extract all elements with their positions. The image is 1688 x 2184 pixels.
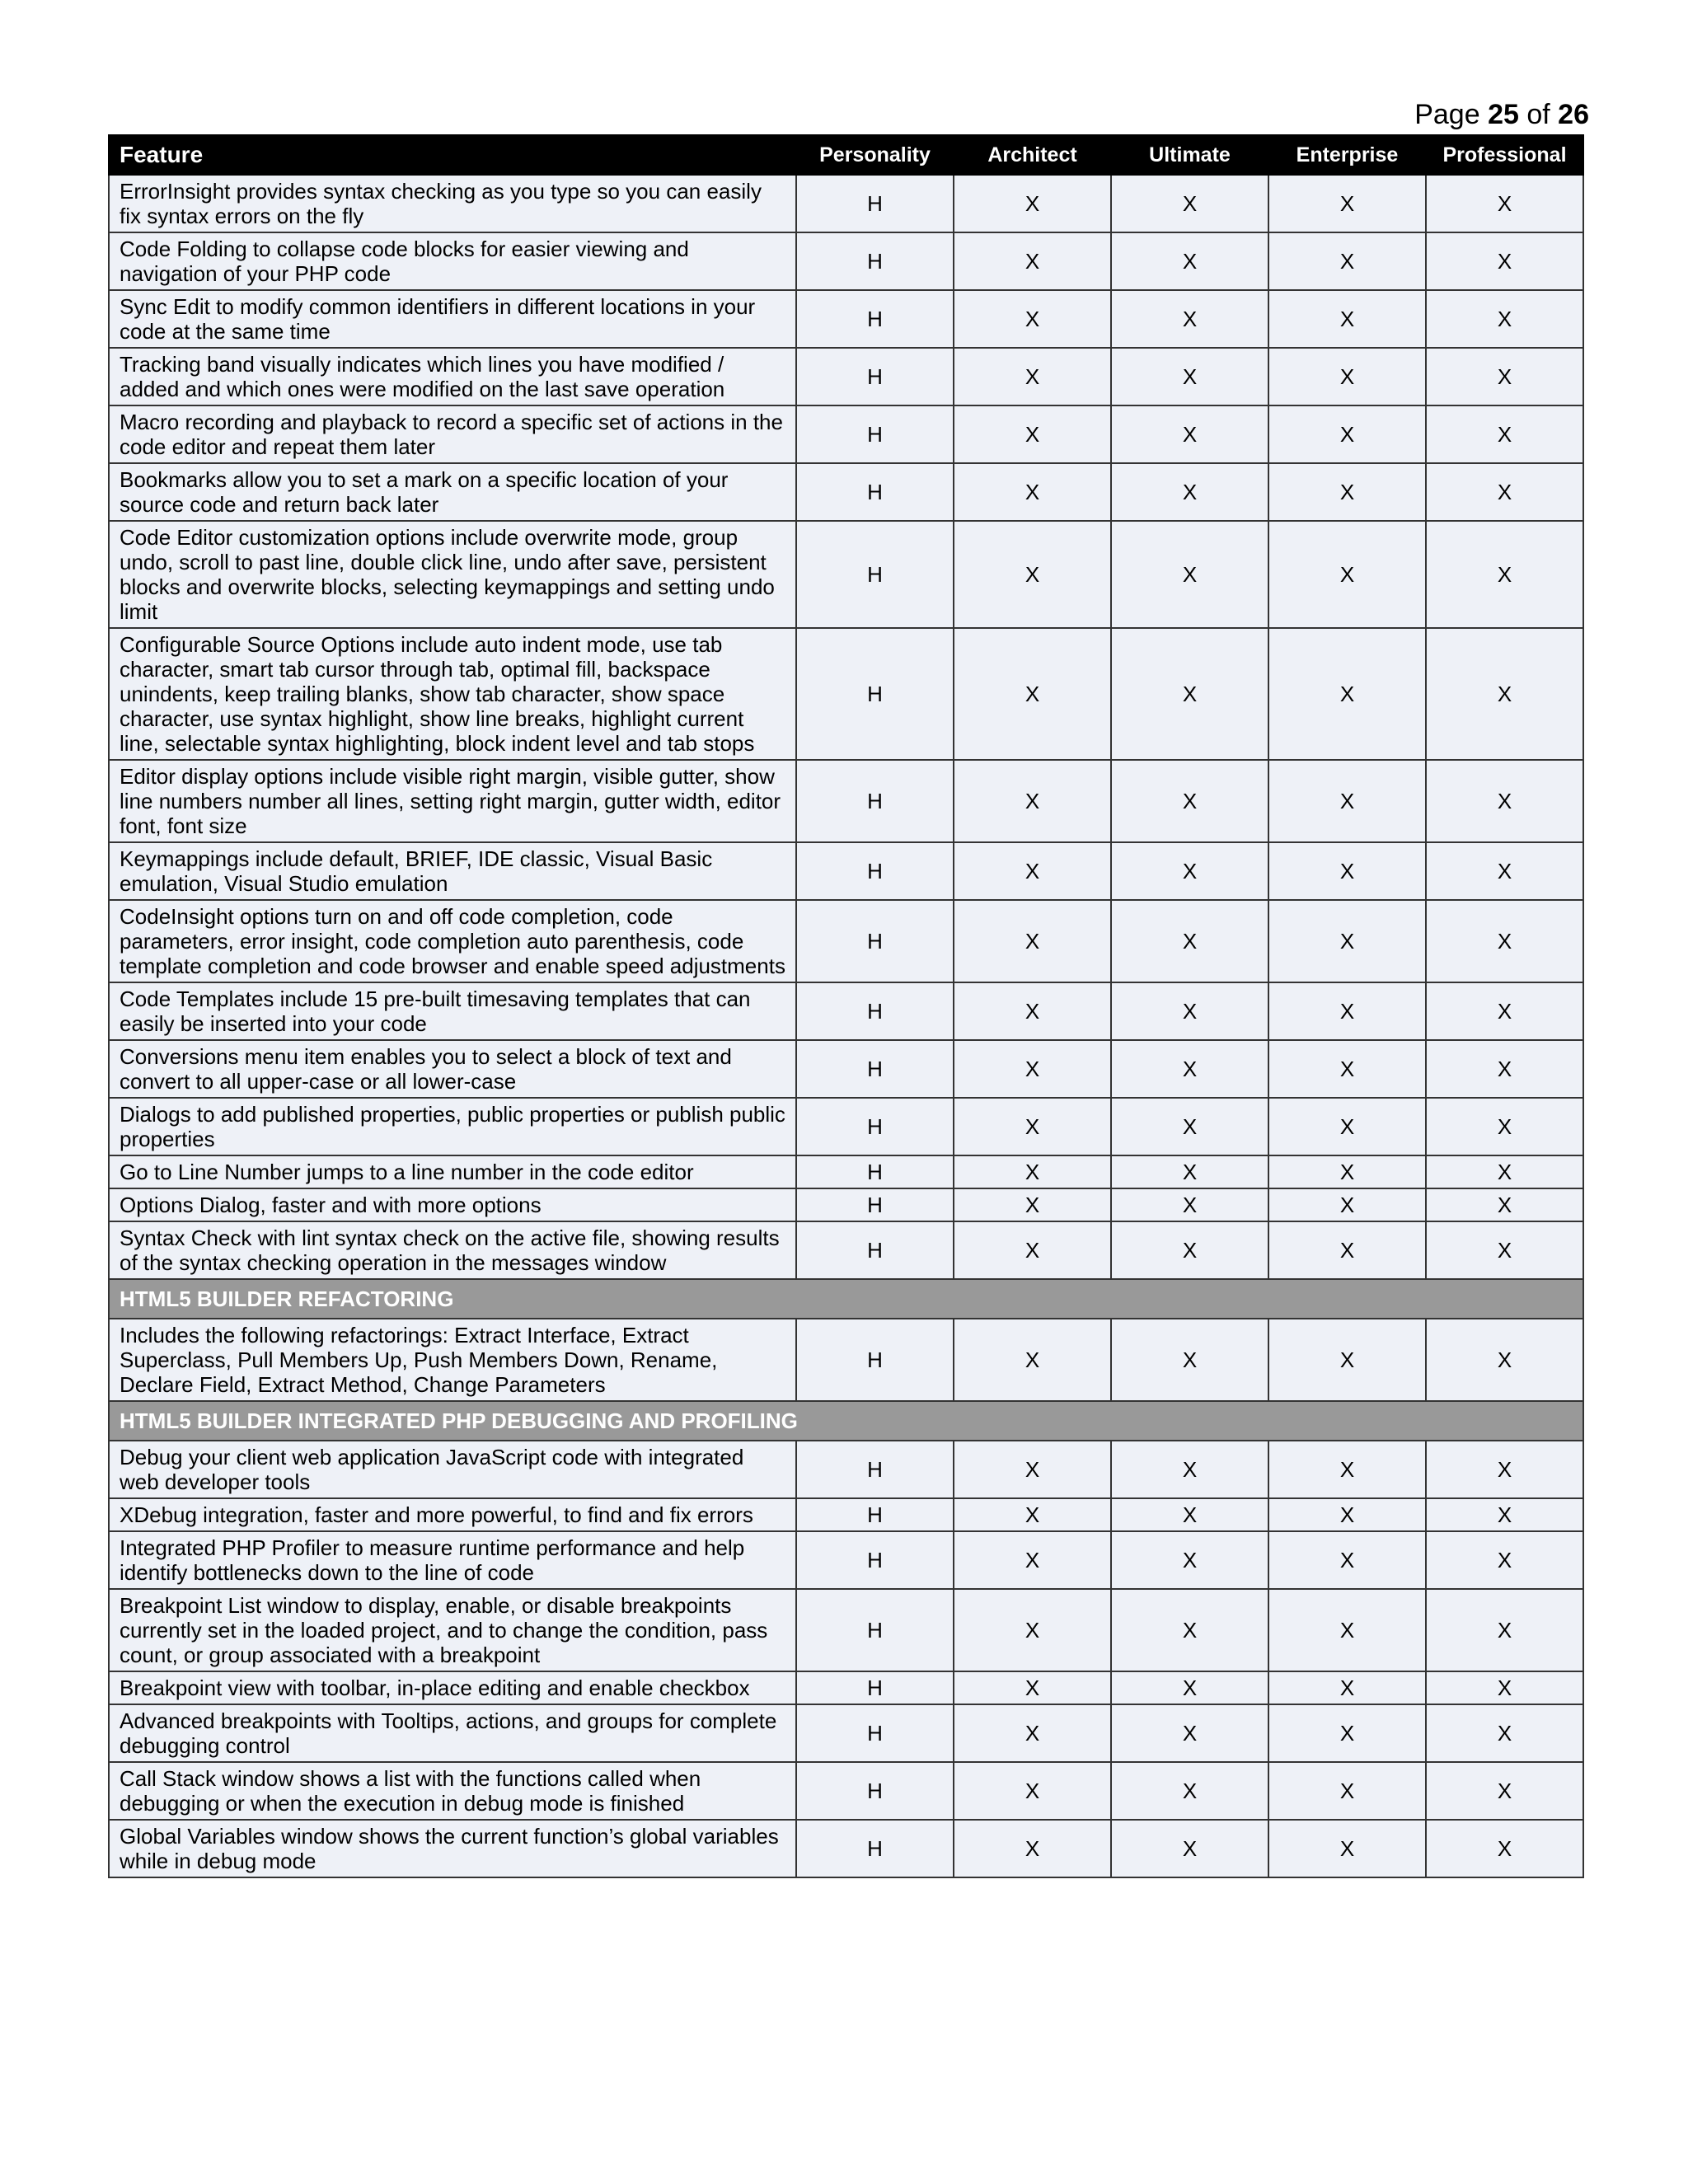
mark-enterprise: X	[1268, 1221, 1426, 1279]
mark-ultimate: X	[1111, 628, 1268, 760]
page-of: of	[1526, 99, 1550, 130]
mark-ultimate: X	[1111, 1704, 1268, 1762]
mark-enterprise: X	[1268, 1589, 1426, 1671]
table-header-row	[109, 135, 1583, 175]
table-row	[109, 842, 1583, 900]
mark-enterprise: X	[1268, 232, 1426, 290]
table-row	[109, 1040, 1583, 1098]
mark-ultimate: X	[1111, 405, 1268, 463]
mark-professional: X	[1426, 232, 1583, 290]
feature-description: Code Templates include 15 pre-built timesaving templates that can easily be inserted into your code	[109, 982, 796, 1040]
feature-description: Breakpoint List window to display, enable, or disable breakpoints currently set in the loaded project, and to change the condition, pass count, or group associated with a breakpoint	[109, 1589, 796, 1671]
mark-enterprise: X	[1268, 1155, 1426, 1188]
table-row	[109, 628, 1583, 760]
page-total: 26	[1558, 99, 1589, 130]
mark-architect: X	[954, 1319, 1111, 1401]
feature-description: Tracking band visually indicates which lines you have modified / added and which ones were modified on the last save operation	[109, 348, 796, 405]
table-row	[109, 175, 1583, 232]
mark-professional: X	[1426, 1704, 1583, 1762]
mark-professional: X	[1426, 1498, 1583, 1531]
mark-ultimate: X	[1111, 760, 1268, 842]
table-row	[109, 1498, 1583, 1531]
table-row	[109, 1820, 1583, 1877]
mark-architect: X	[954, 521, 1111, 628]
mark-personality: H	[796, 1098, 954, 1155]
feature-description: Keymappings include default, BRIEF, IDE classic, Visual Basic emulation, Visual Studio emulation	[109, 842, 796, 900]
mark-personality: H	[796, 1762, 954, 1820]
mark-professional: X	[1426, 1820, 1583, 1877]
column-header-architect: Architect	[954, 135, 1111, 175]
mark-architect: X	[954, 463, 1111, 521]
mark-professional: X	[1426, 175, 1583, 232]
mark-professional: X	[1426, 760, 1583, 842]
mark-enterprise: X	[1268, 628, 1426, 760]
mark-enterprise: X	[1268, 1188, 1426, 1221]
feature-description: CodeInsight options turn on and off code completion, code parameters, error insight, code completion auto parenthesis, code template completion and code browser and enable speed adjustments	[109, 900, 796, 982]
section-title: HTML5 BUILDER INTEGRATED PHP DEBUGGING AND PROFILING	[109, 1401, 1583, 1441]
feature-description: Sync Edit to modify common identifiers in different locations in your code at the same time	[109, 290, 796, 348]
mark-architect: X	[954, 232, 1111, 290]
feature-description: Conversions menu item enables you to select a block of text and convert to all upper-case or all lower-case	[109, 1040, 796, 1098]
feature-description: Configurable Source Options include auto indent mode, use tab character, smart tab cursor through tab, optimal fill, backspace unindents, keep trailing blanks, show tab character, show space character, use syntax highlight, show line breaks, highlight current line, selectable syntax highlighting, block indent level and tab stops	[109, 628, 796, 760]
column-header-enterprise: Enterprise	[1268, 135, 1426, 175]
mark-professional: X	[1426, 1098, 1583, 1155]
mark-personality: H	[796, 1531, 954, 1589]
section-header-row	[109, 1401, 1583, 1441]
mark-personality: H	[796, 1319, 954, 1401]
mark-personality: H	[796, 463, 954, 521]
feature-description: Advanced breakpoints with Tooltips, actions, and groups for complete debugging control	[109, 1704, 796, 1762]
feature-description: Code Folding to collapse code blocks for easier viewing and navigation of your PHP code	[109, 232, 796, 290]
mark-enterprise: X	[1268, 1441, 1426, 1498]
page-current: 25	[1488, 99, 1519, 130]
mark-enterprise: X	[1268, 463, 1426, 521]
section-header-row	[109, 1279, 1583, 1319]
mark-ultimate: X	[1111, 1155, 1268, 1188]
column-header-personality: Personality	[796, 135, 954, 175]
feature-description: Global Variables window shows the current function’s global variables while in debug mode	[109, 1820, 796, 1877]
mark-ultimate: X	[1111, 290, 1268, 348]
mark-personality: H	[796, 1589, 954, 1671]
page-prefix: Page	[1414, 99, 1480, 130]
mark-professional: X	[1426, 1155, 1583, 1188]
mark-architect: X	[954, 1441, 1111, 1498]
mark-professional: X	[1426, 405, 1583, 463]
mark-personality: H	[796, 521, 954, 628]
mark-personality: H	[796, 1155, 954, 1188]
mark-ultimate: X	[1111, 1498, 1268, 1531]
mark-professional: X	[1426, 1441, 1583, 1498]
table-row	[109, 1221, 1583, 1279]
mark-ultimate: X	[1111, 1188, 1268, 1221]
mark-professional: X	[1426, 982, 1583, 1040]
mark-enterprise: X	[1268, 1098, 1426, 1155]
mark-enterprise: X	[1268, 405, 1426, 463]
mark-ultimate: X	[1111, 175, 1268, 232]
mark-personality: H	[796, 1221, 954, 1279]
table-row	[109, 232, 1583, 290]
mark-personality: H	[796, 1188, 954, 1221]
table-row	[109, 982, 1583, 1040]
table-row	[109, 1704, 1583, 1762]
mark-personality: H	[796, 1498, 954, 1531]
mark-enterprise: X	[1268, 290, 1426, 348]
column-header-professional: Professional	[1426, 135, 1583, 175]
feature-description: Breakpoint view with toolbar, in-place editing and enable checkbox	[109, 1671, 796, 1704]
mark-ultimate: X	[1111, 348, 1268, 405]
mark-enterprise: X	[1268, 1531, 1426, 1589]
mark-enterprise: X	[1268, 1820, 1426, 1877]
mark-architect: X	[954, 1589, 1111, 1671]
feature-description: Editor display options include visible right margin, visible gutter, show line numbers number all lines, setting right margin, gutter width, editor font, font size	[109, 760, 796, 842]
feature-description: Dialogs to add published properties, public properties or publish public properties	[109, 1098, 796, 1155]
table-row	[109, 1441, 1583, 1498]
table-row	[109, 1671, 1583, 1704]
mark-enterprise: X	[1268, 1040, 1426, 1098]
mark-enterprise: X	[1268, 1498, 1426, 1531]
mark-ultimate: X	[1111, 463, 1268, 521]
mark-enterprise: X	[1268, 1762, 1426, 1820]
feature-description: Syntax Check with lint syntax check on the active file, showing results of the syntax checking operation in the messages window	[109, 1221, 796, 1279]
mark-professional: X	[1426, 1531, 1583, 1589]
mark-professional: X	[1426, 1762, 1583, 1820]
mark-professional: X	[1426, 463, 1583, 521]
mark-personality: H	[796, 628, 954, 760]
mark-personality: H	[796, 348, 954, 405]
mark-architect: X	[954, 1040, 1111, 1098]
table-row	[109, 1589, 1583, 1671]
mark-professional: X	[1426, 900, 1583, 982]
table-row	[109, 405, 1583, 463]
mark-architect: X	[954, 1762, 1111, 1820]
mark-ultimate: X	[1111, 982, 1268, 1040]
mark-architect: X	[954, 405, 1111, 463]
mark-enterprise: X	[1268, 521, 1426, 628]
feature-description: Go to Line Number jumps to a line number in the code editor	[109, 1155, 796, 1188]
mark-architect: X	[954, 1704, 1111, 1762]
mark-ultimate: X	[1111, 1820, 1268, 1877]
mark-professional: X	[1426, 1589, 1583, 1671]
mark-ultimate: X	[1111, 900, 1268, 982]
column-header-ultimate: Ultimate	[1111, 135, 1268, 175]
mark-ultimate: X	[1111, 1441, 1268, 1498]
mark-personality: H	[796, 1441, 954, 1498]
page-number	[1414, 99, 1589, 131]
mark-ultimate: X	[1111, 1671, 1268, 1704]
mark-ultimate: X	[1111, 1589, 1268, 1671]
mark-professional: X	[1426, 521, 1583, 628]
mark-architect: X	[954, 1820, 1111, 1877]
mark-enterprise: X	[1268, 842, 1426, 900]
mark-ultimate: X	[1111, 1762, 1268, 1820]
mark-professional: X	[1426, 1040, 1583, 1098]
table-row	[109, 1762, 1583, 1820]
mark-professional: X	[1426, 842, 1583, 900]
mark-architect: X	[954, 1498, 1111, 1531]
mark-enterprise: X	[1268, 1671, 1426, 1704]
mark-ultimate: X	[1111, 1221, 1268, 1279]
mark-personality: H	[796, 1671, 954, 1704]
feature-description: Debug your client web application JavaScript code with integrated web developer tools	[109, 1441, 796, 1498]
mark-enterprise: X	[1268, 1319, 1426, 1401]
feature-description: Code Editor customization options include overwrite mode, group undo, scroll to past line, double click line, undo after save, persistent blocks and overwrite blocks, selecting keymappings and setting undo limit	[109, 521, 796, 628]
feature-description: Call Stack window shows a list with the functions called when debugging or when the execution in debug mode is finished	[109, 1762, 796, 1820]
mark-enterprise: X	[1268, 1704, 1426, 1762]
mark-architect: X	[954, 175, 1111, 232]
mark-architect: X	[954, 628, 1111, 760]
table-row	[109, 1319, 1583, 1401]
table-row	[109, 290, 1583, 348]
mark-ultimate: X	[1111, 1040, 1268, 1098]
mark-personality: H	[796, 290, 954, 348]
mark-professional: X	[1426, 1319, 1583, 1401]
mark-architect: X	[954, 900, 1111, 982]
mark-enterprise: X	[1268, 348, 1426, 405]
mark-architect: X	[954, 1531, 1111, 1589]
mark-enterprise: X	[1268, 982, 1426, 1040]
mark-architect: X	[954, 1155, 1111, 1188]
mark-personality: H	[796, 982, 954, 1040]
mark-enterprise: X	[1268, 900, 1426, 982]
mark-ultimate: X	[1111, 1098, 1268, 1155]
mark-personality: H	[796, 232, 954, 290]
feature-description: Includes the following refactorings: Extract Interface, Extract Superclass, Pull Members Up, Push Members Down, Rename, Declare Field, Extract Method, Change Parameters	[109, 1319, 796, 1401]
table-row	[109, 348, 1583, 405]
column-header-feature: Feature	[109, 135, 796, 175]
mark-ultimate: X	[1111, 521, 1268, 628]
mark-professional: X	[1426, 1221, 1583, 1279]
mark-ultimate: X	[1111, 1531, 1268, 1589]
mark-professional: X	[1426, 348, 1583, 405]
table-row	[109, 1098, 1583, 1155]
table-row	[109, 521, 1583, 628]
mark-ultimate: X	[1111, 842, 1268, 900]
feature-description: ErrorInsight provides syntax checking as you type so you can easily fix syntax errors on the fly	[109, 175, 796, 232]
mark-architect: X	[954, 982, 1111, 1040]
mark-architect: X	[954, 1671, 1111, 1704]
table-row	[109, 463, 1583, 521]
mark-professional: X	[1426, 1671, 1583, 1704]
mark-architect: X	[954, 1098, 1111, 1155]
feature-description: Options Dialog, faster and with more options	[109, 1188, 796, 1221]
mark-professional: X	[1426, 1188, 1583, 1221]
mark-personality: H	[796, 900, 954, 982]
mark-ultimate: X	[1111, 232, 1268, 290]
mark-architect: X	[954, 760, 1111, 842]
table-row	[109, 760, 1583, 842]
mark-personality: H	[796, 760, 954, 842]
mark-personality: H	[796, 1820, 954, 1877]
feature-description: Integrated PHP Profiler to measure runtime performance and help identify bottlenecks down to the line of code	[109, 1531, 796, 1589]
feature-description: Macro recording and playback to record a specific set of actions in the code editor and repeat them later	[109, 405, 796, 463]
mark-personality: H	[796, 1040, 954, 1098]
mark-architect: X	[954, 1221, 1111, 1279]
mark-professional: X	[1426, 628, 1583, 760]
mark-enterprise: X	[1268, 175, 1426, 232]
mark-architect: X	[954, 842, 1111, 900]
table-row	[109, 900, 1583, 982]
mark-ultimate: X	[1111, 1319, 1268, 1401]
table-row	[109, 1155, 1583, 1188]
mark-personality: H	[796, 405, 954, 463]
section-title: HTML5 BUILDER REFACTORING	[109, 1279, 1583, 1319]
mark-enterprise: X	[1268, 760, 1426, 842]
mark-professional: X	[1426, 290, 1583, 348]
mark-architect: X	[954, 348, 1111, 405]
feature-description: Bookmarks allow you to set a mark on a specific location of your source code and return back later	[109, 463, 796, 521]
mark-architect: X	[954, 1188, 1111, 1221]
feature-comparison-table	[108, 134, 1584, 1878]
feature-description: XDebug integration, faster and more powerful, to find and fix errors	[109, 1498, 796, 1531]
mark-architect: X	[954, 290, 1111, 348]
mark-personality: H	[796, 1704, 954, 1762]
mark-personality: H	[796, 175, 954, 232]
table-row	[109, 1531, 1583, 1589]
table-row	[109, 1188, 1583, 1221]
mark-personality: H	[796, 842, 954, 900]
